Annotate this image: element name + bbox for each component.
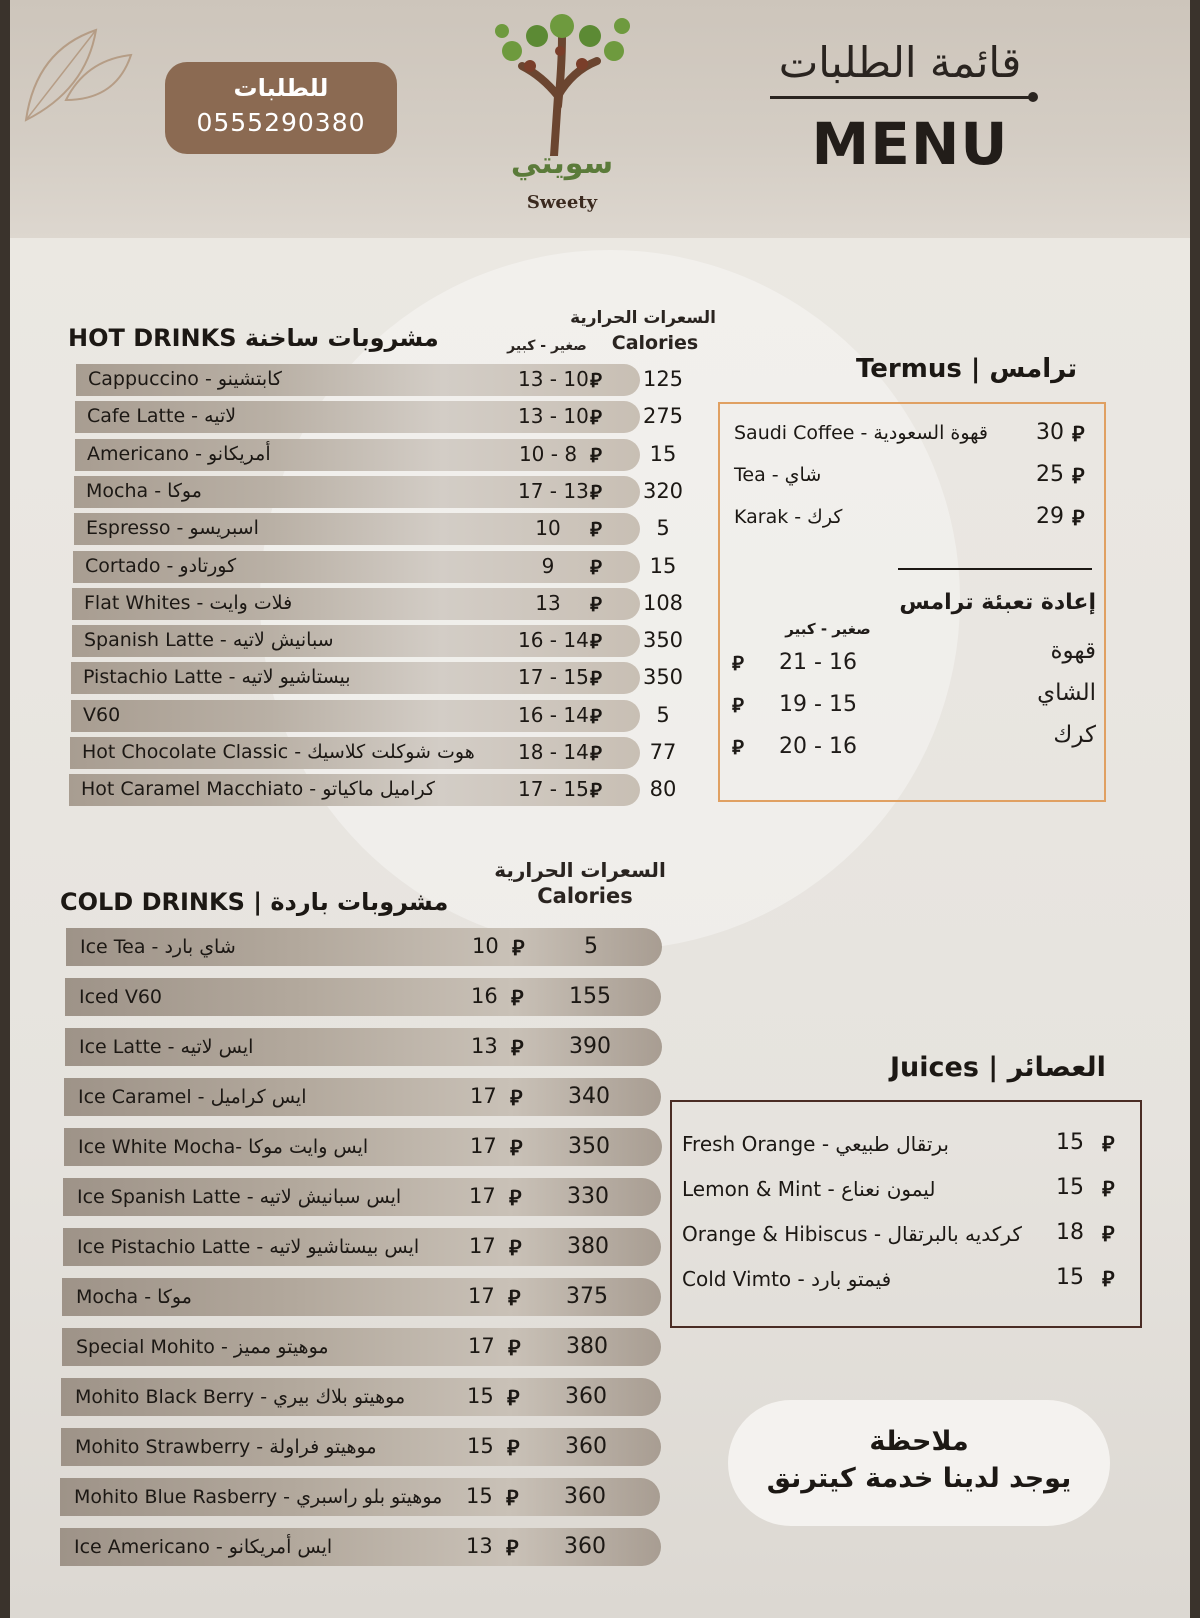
hot-drink-price: 17 - 13 [518, 478, 589, 503]
order-phone-box[interactable] [165, 62, 397, 154]
riyal-icon: ⃁ [506, 1486, 519, 1510]
riyal-icon: ⃁ [590, 442, 602, 467]
hot-size-label: صغير - كبير [507, 338, 587, 354]
riyal-icon: ⃁ [590, 368, 602, 392]
hot-drink-name: Pistachio Latte - بيستاشيو لاتيه [83, 666, 351, 689]
riyal-icon: ⃁ [508, 1336, 521, 1360]
termus-title: Termus | ترامس [856, 354, 1078, 384]
riyal-icon: ⃁ [590, 591, 602, 616]
cold-drink-name: Ice Americano - ايس أمريكانو [74, 1536, 333, 1558]
menu-title-dot [1028, 92, 1038, 102]
riyal-icon: ⃁ [509, 1236, 522, 1260]
hot-drink-calories: 350 [642, 628, 684, 653]
hot-drink-price: 16 - 14 [518, 628, 589, 653]
juice-item-price: 15 [1056, 1265, 1084, 1290]
cold-drink-name: Mohito Blue Rasberry - موهيتو بلو راسبري [74, 1486, 443, 1508]
cold-drink-price: 17 [468, 1334, 495, 1358]
hot-drink-price: 17 - 15 [518, 665, 589, 690]
riyal-icon: ⃁ [510, 1136, 523, 1160]
hot-drink-calories: 5 [656, 702, 670, 727]
cold-drink-row[interactable] [66, 928, 662, 966]
riyal-icon: ⃁ [507, 1436, 520, 1460]
tree-logo-icon [482, 6, 642, 156]
cold-drink-name: Special Mohito - موهيتو مميز [76, 1336, 329, 1358]
hot-calories-label-en: Calories [611, 332, 699, 354]
riyal-icon: ⃁ [732, 735, 744, 759]
menu-title-ar: قائمة الطلبات [778, 38, 1022, 87]
cold-drink-row[interactable] [60, 1528, 661, 1566]
hot-drink-name: Cappuccino - كابتشينو [88, 368, 282, 390]
hot-drink-row[interactable] [72, 625, 684, 657]
cold-drink-price: 17 [469, 1234, 496, 1258]
cold-drink-calories: 155 [569, 984, 611, 1009]
hot-drink-price: 16 - 14 [518, 702, 589, 727]
hot-drink-name: Flat Whites - فلات وايت [84, 591, 293, 614]
riyal-icon: ⃁ [510, 1086, 523, 1110]
riyal-icon: ⃁ [1072, 422, 1085, 446]
hot-drink-row[interactable] [76, 364, 684, 396]
cold-drink-calories: 375 [566, 1284, 608, 1309]
hot-drink-row[interactable] [69, 774, 677, 806]
riyal-icon: ⃁ [590, 703, 602, 728]
cold-drink-calories: 360 [565, 1434, 607, 1459]
cold-drink-name: Ice Pistachio Latte - ايس بيستاشيو لاتيه [77, 1236, 420, 1258]
cold-drink-row[interactable] [64, 1078, 661, 1116]
hot-drink-calories: 80 [649, 777, 677, 802]
hot-drink-name: Cortado - كورتادو [85, 554, 237, 577]
hot-drink-calories: 5 [656, 516, 670, 541]
order-label: للطلبات [233, 74, 329, 102]
hot-drink-price: 10 [535, 516, 561, 541]
termus-item-name: Tea - شاي [734, 464, 822, 486]
riyal-icon: ⃁ [1102, 1177, 1115, 1201]
refill-title: إعادة تعبئة ترامس [899, 590, 1096, 615]
hot-drink-calories: 15 [649, 441, 677, 466]
menu-paper [10, 0, 1190, 1618]
cold-drink-calories: 360 [564, 1484, 606, 1509]
brand-name-en: Sweety [526, 192, 598, 213]
cold-drink-price: 13 [466, 1534, 493, 1558]
refill-item-name: قهوة [1050, 638, 1096, 664]
cold-drink-row[interactable] [61, 1378, 661, 1416]
menu-title-underline [770, 96, 1035, 99]
riyal-icon: ⃁ [1072, 506, 1085, 530]
menu-header [10, 0, 1190, 238]
riyal-icon: ⃁ [590, 554, 602, 579]
juice-item-name: Lemon & Mint - ليمون نعناع [682, 1177, 936, 1201]
cold-drink-price: 16 [471, 984, 498, 1008]
hot-drink-row[interactable] [70, 737, 677, 769]
leaf-decoration-icon [16, 20, 136, 130]
note-title: ملاحظة [869, 1426, 969, 1457]
hot-drink-calories: 77 [649, 740, 677, 764]
cold-drink-price: 17 [470, 1084, 497, 1108]
cold-drink-row[interactable] [63, 1228, 661, 1266]
riyal-icon: ⃁ [1072, 464, 1085, 488]
hot-drink-price: 13 - 10 [518, 404, 589, 429]
hot-calories-label-ar: السعرات الحرارية [570, 308, 716, 328]
hot-drink-price: 13 [535, 590, 561, 615]
cold-drink-price: 15 [467, 1434, 494, 1458]
refill-item-price: 21 - 16 [779, 650, 857, 675]
juice-item-name: Cold Vimto - فيمتو بارد [682, 1267, 892, 1291]
cold-drink-price: 10 [472, 934, 499, 958]
riyal-icon: ⃁ [508, 1286, 521, 1310]
hot-drink-calories: 320 [642, 478, 684, 503]
cold-drink-row[interactable] [60, 1478, 660, 1516]
refill-item-price: 19 - 15 [779, 692, 857, 717]
termus-item-price: 30 [1036, 420, 1064, 445]
riyal-icon: ⃁ [511, 1036, 524, 1060]
menu-title-en: MENU [811, 110, 1009, 178]
cold-drink-name: Ice Tea - شاي بارد [80, 936, 236, 958]
cold-drink-row[interactable] [62, 1328, 661, 1366]
refill-item-price: 20 - 16 [779, 734, 857, 759]
refill-size-label: صغير - كبير [785, 620, 871, 638]
order-phone-number[interactable]: 0555290380 [196, 108, 366, 137]
hot-drink-name: Americano - أمريكانو [87, 442, 271, 465]
cold-drink-calories: 390 [569, 1034, 611, 1059]
hot-drink-price: 18 - 14 [518, 740, 589, 764]
cold-drink-calories: 350 [568, 1134, 610, 1159]
cold-drink-calories: 5 [584, 934, 598, 959]
cold-drink-price: 15 [467, 1384, 494, 1408]
riyal-icon: ⃁ [590, 666, 602, 691]
cold-drink-row[interactable] [64, 1128, 662, 1166]
hot-drink-name: Cafe Latte - لاتيه [87, 405, 237, 428]
riyal-icon: ⃁ [1102, 1132, 1115, 1156]
cold-drink-calories: 380 [567, 1234, 609, 1259]
hot-drink-name: V60 [83, 703, 121, 726]
hot-drink-price: 13 - 10 [518, 367, 589, 391]
cold-drink-price: 17 [468, 1284, 495, 1308]
cold-drink-row[interactable] [62, 1278, 661, 1316]
refill-item-name: الشاي [1037, 680, 1096, 706]
hot-drink-row[interactable] [75, 439, 677, 471]
cold-drink-price: 13 [471, 1034, 498, 1058]
hot-drink-name: Espresso - اسبريسو [86, 517, 259, 540]
hot-drink-row[interactable] [72, 588, 684, 620]
cold-drink-calories: 380 [566, 1334, 608, 1359]
cold-calories-label-en: Calories [537, 884, 633, 908]
riyal-icon: ⃁ [512, 936, 525, 960]
catering-note [728, 1400, 1110, 1526]
cold-drink-price: 17 [469, 1184, 496, 1208]
cold-drink-name: Ice Caramel - ايس كراميل [78, 1086, 307, 1108]
hot-drink-row[interactable] [75, 401, 684, 433]
cold-drink-row[interactable] [65, 1028, 662, 1066]
juices-box [670, 1100, 1142, 1328]
hot-drink-price: 17 - 15 [518, 777, 589, 802]
hot-drink-calories: 125 [642, 367, 684, 391]
termus-item-name: Karak - كرك [734, 506, 843, 528]
cold-drink-name: Mocha - موكا [76, 1286, 192, 1308]
riyal-icon: ⃁ [590, 517, 602, 542]
note-body: يوجد لدينا خدمة كيترنق [766, 1463, 1072, 1494]
hot-drink-price: 10 - 8 [518, 441, 578, 466]
refill-item-name: كرك [1053, 722, 1096, 748]
riyal-icon: ⃁ [590, 741, 602, 765]
cold-drink-name: Ice Latte - ايس لاتيه [79, 1036, 254, 1058]
hot-drink-calories: 350 [642, 665, 684, 690]
riyal-icon: ⃁ [506, 1536, 519, 1560]
hot-drink-row[interactable] [71, 700, 670, 732]
cold-drink-name: Mohito Strawberry - موهيتو فراولة [75, 1436, 377, 1458]
termus-item-price: 25 [1036, 462, 1064, 487]
cold-drink-calories: 360 [565, 1384, 607, 1409]
hot-drink-name: Hot Chocolate Classic - هوت شوكلت كلاسيك [82, 741, 475, 763]
cold-drink-calories: 340 [568, 1084, 610, 1109]
hot-drink-name: Hot Caramel Macchiato - كراميل ماكياتو [81, 778, 435, 801]
cold-drink-calories: 360 [564, 1534, 606, 1559]
juice-item-price: 15 [1056, 1130, 1084, 1155]
hot-drink-name: Mocha - موكا [86, 479, 202, 502]
juice-item-price: 18 [1056, 1220, 1084, 1245]
riyal-icon: ⃁ [590, 479, 602, 504]
juice-item-name: Orange & Hibiscus - كركديه بالبرتقال [682, 1222, 1022, 1246]
cold-drink-name: Iced V60 [79, 986, 163, 1008]
riyal-icon: ⃁ [590, 778, 602, 803]
cold-drink-name: Ice White Mocha- ايس وايت موكا [78, 1136, 369, 1158]
riyal-icon: ⃁ [509, 1186, 522, 1210]
juice-item-name: Fresh Orange - برتقال طبيعي [682, 1132, 949, 1156]
hot-drink-calories: 108 [642, 590, 684, 615]
hot-drink-calories: 275 [642, 404, 684, 429]
riyal-icon: ⃁ [590, 629, 602, 654]
cold-calories-label-ar: السعرات الحرارية [494, 858, 666, 882]
hot-drinks-title: HOT DRINKS مشروبات ساخنة [68, 324, 439, 352]
hot-drink-row[interactable] [71, 662, 684, 694]
brand-name-ar: سويتي [510, 146, 614, 181]
riyal-icon: ⃁ [732, 693, 744, 717]
hot-drink-calories: 15 [649, 553, 677, 578]
cold-drink-price: 17 [470, 1134, 497, 1158]
cold-drink-name: Ice Spanish Latte - ايس سبانيش لاتيه [77, 1186, 402, 1208]
hot-drink-row[interactable] [73, 551, 677, 583]
riyal-icon: ⃁ [511, 986, 524, 1010]
hot-drink-name: Spanish Latte - سبانيش لاتيه [84, 629, 334, 652]
cold-drink-row[interactable] [61, 1428, 661, 1466]
riyal-icon: ⃁ [1102, 1267, 1115, 1291]
riyal-icon: ⃁ [1102, 1222, 1115, 1246]
termus-box [718, 402, 1106, 802]
cold-drink-row[interactable] [63, 1178, 661, 1216]
riyal-icon: ⃁ [507, 1386, 520, 1410]
brand-logo [482, 6, 642, 213]
cold-drink-row[interactable] [65, 978, 661, 1016]
cold-drinks-title: COLD DRINKS | مشروبات باردة [60, 888, 449, 916]
hot-drink-row[interactable] [74, 476, 684, 508]
cold-drink-calories: 330 [567, 1184, 609, 1209]
termus-item-price: 29 [1036, 504, 1064, 529]
cold-drink-price: 15 [466, 1484, 493, 1508]
hot-drink-row[interactable] [74, 513, 670, 545]
termus-divider [898, 568, 1092, 570]
termus-item-name: Saudi Coffee - قهوة السعودية [734, 422, 989, 444]
juices-title: Juices | العصائر [890, 1052, 1106, 1083]
riyal-icon: ⃁ [732, 651, 744, 675]
hot-drink-price: 9 [541, 553, 555, 578]
juice-item-price: 15 [1056, 1175, 1084, 1200]
cold-drink-name: Mohito Black Berry - موهيتو بلاك بيري [75, 1386, 406, 1408]
riyal-icon: ⃁ [590, 405, 602, 430]
